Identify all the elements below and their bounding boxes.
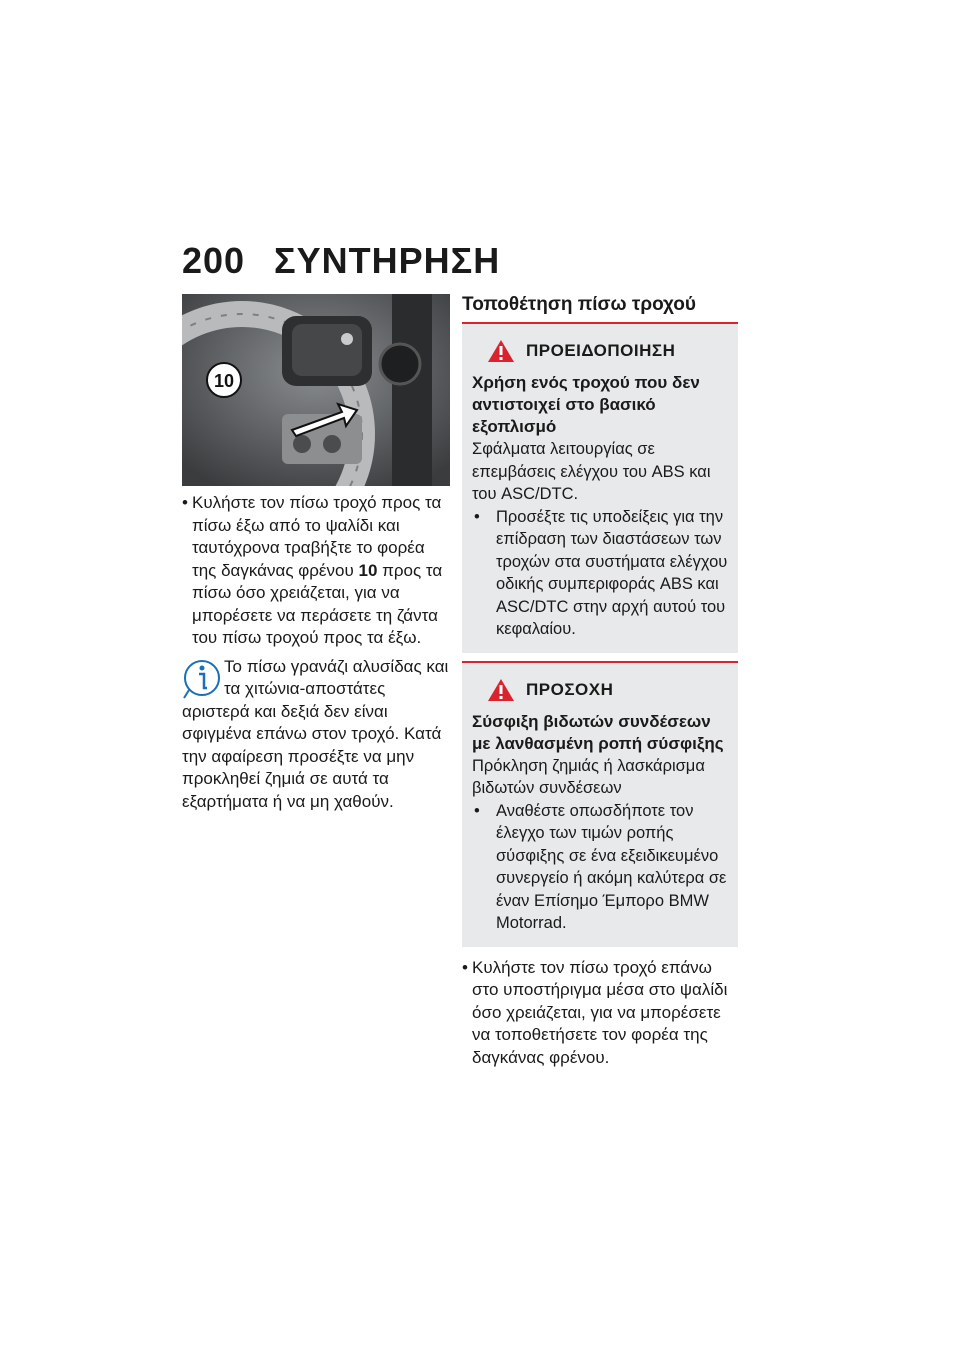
step-text-after: προς τα πίσω όσο χρειάζεται, για να μπορέσετε να περάσετε τη ζάντα του πίσω τροχού προς τα έξω. (192, 560, 443, 647)
page-header (182, 240, 500, 282)
warning-header (472, 338, 730, 364)
brake-caliper-photo (182, 294, 450, 486)
warning-title: Χρήση ενός τροχού που δεν αντιστοιχεί στο βασικό εξοπλισμό (472, 373, 700, 436)
caution-body: Πρόκληση ζημιάς ή λασκάρισμα βιδωτών συνδέσεων (472, 756, 705, 797)
warning-bullet: • Προσέξτε τις υποδείξεις για την επίδραση των διαστάσεων των τροχών στα συστήματα ελέγχου οδικής συμπεριφοράς ABS και ASC/DTC στην αρχή αυτού του κεφαλαίου. (472, 506, 730, 641)
list-item (182, 492, 450, 650)
caution-triangle-icon (486, 677, 516, 703)
warning-triangle-icon (486, 338, 516, 364)
callout-label: 10 (213, 371, 235, 391)
section-title: Τοποθέτηση πίσω τροχού (462, 294, 696, 315)
caution-bullet: • Αναθέστε οπωσδήποτε τον έλεγχο των τιμών ροπής σύσφιξης σε ένα εξειδικευμένο συνεργείο ή ακόμη καλύτερα σε έναν Επίσημο Έμπορο BMW Motorrad. (472, 800, 730, 935)
warning-body: Σφάλματα λειτουργίας σε επεμβάσεις ελέγχου του ABS και του ASC/DTC. (472, 440, 711, 503)
info-icon (182, 656, 222, 700)
caution-box (462, 663, 738, 947)
list-item (462, 957, 738, 1070)
page-number: 200 (182, 240, 246, 281)
warning-label: ΠΡΟΕΙΔΟΠΟΙΗΣΗ (526, 341, 676, 360)
right-step-list (462, 957, 738, 1070)
warning-box (462, 324, 738, 653)
info-note (182, 656, 450, 814)
caution-label: ΠΡΟΣΟΧΗ (526, 679, 614, 699)
brake-caliper-illustration (182, 294, 450, 486)
caution-title: Σύσφιξη βιδωτών συνδέσεων με λανθασμένη ροπή σύσφιξης (472, 711, 724, 753)
right-column (462, 294, 738, 1069)
step-text: Κυλήστε τον πίσω τροχό επάνω στο υποστήριγμα μέσα στο ψαλίδι όσο χρειάζεται, για να μπορέσετε να τοποθετήσετε τον φορέα της δαγκάνας φρένου. (472, 957, 728, 1067)
step-text-before: Κυλήστε τον πίσω τροχό προς τα πίσω έξω από το ψαλίδι και ταυτόχρονα τραβήξτε το φορέα της δαγκάνας φρένου (192, 493, 442, 580)
chapter-title: ΣΥΝΤΗΡΗΣΗ (274, 240, 501, 281)
left-column (182, 294, 450, 813)
note-text: Το πίσω γρανάζι αλυσίδας και τα χιτώνια-αποστάτες αριστερά και δεξιά δεν είναι σφιγμένα επάνω στον τροχό. Κατά την αφαίρεση προσέξτε να μην προκληθεί ζημιά σε αυτά τα εξαρτήματα ή να μη χαθούν. (182, 656, 449, 811)
caution-header (472, 677, 730, 703)
step-callout-ref: 10 (358, 560, 378, 580)
left-step-list (182, 492, 450, 650)
